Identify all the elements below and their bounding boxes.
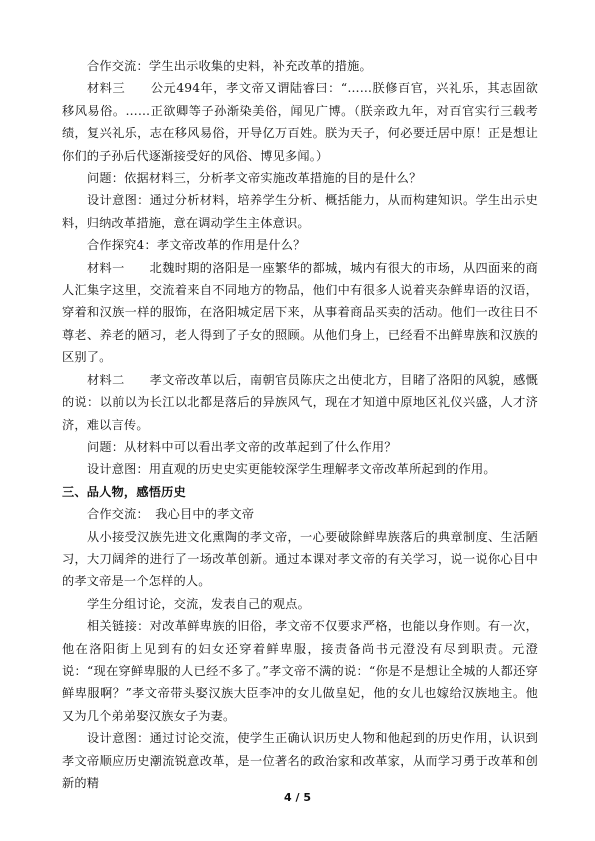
- paragraph-xiaowen-intro: 从小接受汉族先进文化熏陶的孝文帝，一心要破除鲜卑族落后的典章制度、生活陋习，大刀阔斧的进行了一场改革创新。通过本课对孝文帝的有关学习，说一说你心目中的孝文帝是一个怎样的人。: [62, 529, 538, 589]
- paragraph-question-2: 问题：从材料中可以看出孝文帝的改革起到了什么作用？: [87, 439, 397, 454]
- paragraph-cooperative-exchange-2: 合作交流： 我心目中的孝文帝: [87, 507, 255, 522]
- page-number: 4 / 5: [284, 791, 311, 804]
- paragraph-design-intent-2: 设计意图：用直观的历史史实更能较深学生理解孝文帝改革所起到的作用。: [87, 462, 496, 477]
- paragraph-inquiry-4: 合作探究4：孝文帝改革的作用是什么？: [87, 238, 306, 253]
- document-body: [62, 55, 538, 794]
- paragraph-design-intent-3: 设计意图：通过讨论交流，使学生正确认识历史人物和他起到的历史作用，认识到孝文帝顺应历史潮流锐意改革，是一位著名的政治家和改革家，从而学习勇于改革和创新的精: [62, 731, 538, 790]
- paragraph-design-intent-1: 设计意图：通过分析材料，培养学生分析、概括能力，从而构建知识。学生出示史料，归纳改革措施，意在调动学生主体意识。: [62, 193, 538, 230]
- paragraph-question-1: 问题：依据材料三，分析孝文帝实施改革措施的目的是什么？: [87, 171, 422, 186]
- paragraph-related-link: 相关链接：对改革鲜卑族的旧俗，孝文帝不仅要求严格，也能以身作则。有一次，他在洛阳街上见到有的妇女还穿着鲜卑服，接责备尚书元澄没有尽到职责。元澄说：“现在穿鲜卑服的人已经不多了。”孝文帝不满的说：“你是不是想让全城的人都还穿鲜卑服啊？”孝文帝带头娶汉族大臣李冲的女儿做皇妃，他的女儿也嫁给汉族地主。他又为几个弟弟娶汉族女子为妻。: [62, 619, 538, 723]
- paragraph-cooperative-exchange-1: 合作交流：学生出示收集的史料，补充改革的措施。: [87, 59, 372, 73]
- paragraph-material-3: 材料三 公元494年，孝文帝又谓陆睿曰：“……朕修百官，兴礼乐，其志固欲移风易俗。……正欲卿等子孙渐染美俗，闻见广博。（朕亲政九年，对百官实行三载考绩，复兴礼乐，志在移风易俗，开导亿万百姓。朕为天子，何必要迁居中原！正是想让你们的子孙后代逐渐接受好的风俗、博见多闻。）: [62, 81, 538, 163]
- paragraph-material-1: 材料一 北魏时期的洛阳是一座繁华的都城，城内有很大的市场，从四面来的商人汇集字这里，交流着来自不同地方的物品，他们中有很多人说着夹杂鲜卑语的汉语，穿着和汉族一样的服饰，在洛阳城定居下来，从事着商品买卖的活动。他们一改往日不尊老、养老的陋习，老人得到了子女的照顾。从他们身上，已经看不出鲜卑族和汉族的区别了。: [62, 260, 538, 365]
- section-heading: 三、品人物，感悟历史: [62, 484, 186, 499]
- paragraph-material-2: 材料二 孝文帝改革以后，南朝官员陈庆之出使北方，目睹了洛阳的风貌，感慨的说：以前以为长江以北都是落后的异族风气，现在才知道中原地区礼仪兴盛，人才济济，难以言传。: [62, 372, 538, 432]
- paragraph-group-discussion: 学生分组讨论，交流，发表自己的观点。: [87, 596, 310, 611]
